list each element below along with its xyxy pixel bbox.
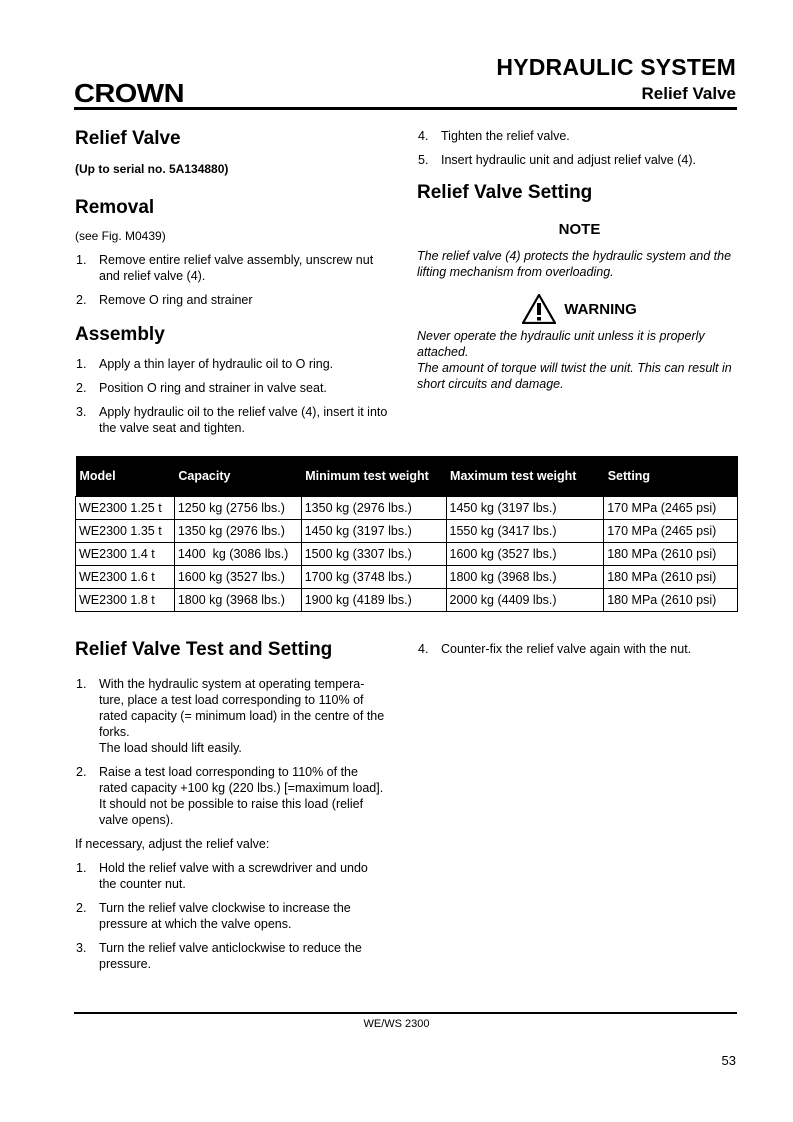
cell: 1550 kg (3417 lbs.) xyxy=(446,520,604,543)
cell: 180 MPa (2610 psi) xyxy=(604,566,738,589)
list-item: 3. Turn the relief valve anticlockwise to reduce the pressure. xyxy=(76,941,362,971)
adjust-steps xyxy=(75,860,387,972)
removal-steps xyxy=(75,252,395,308)
adjust-steps-cont xyxy=(417,641,742,657)
cell: WE2300 1.35 t xyxy=(76,520,175,543)
cell: WE2300 1.4 t xyxy=(76,543,175,566)
serial-note: (Up to serial no. 5A134880) xyxy=(75,162,229,176)
warning-text-1: Never operate the hydraulic unit unless it is properly attached. xyxy=(417,329,705,359)
cell: 180 MPa (2610 psi) xyxy=(604,589,738,612)
spec-table xyxy=(75,456,738,612)
assembly-steps xyxy=(75,356,395,436)
list-item: 2. Position O ring and strainer in valve seat. xyxy=(76,381,327,395)
table-header-row xyxy=(76,456,738,497)
list-item: 5. Insert hydraulic unit and adjust relief valve (4). xyxy=(418,153,696,167)
cell: 1400 kg (3086 lbs.) xyxy=(174,543,301,566)
cell: 1800 kg (3968 lbs.) xyxy=(174,589,301,612)
right-column-top xyxy=(417,128,742,392)
list-item: 3. Apply hydraulic oil to the relief valve (4), insert it into the valve seat and tighten. xyxy=(76,405,388,435)
list-item: 1. Remove entire relief valve assembly, unscrew nut and relief valve (4). xyxy=(76,253,374,283)
cell: 1700 kg (3748 lbs.) xyxy=(301,566,446,589)
footer-rule xyxy=(74,1012,737,1014)
cell: 1250 kg (2756 lbs.) xyxy=(174,497,301,520)
relief-valve-heading: Relief Valve xyxy=(75,128,181,149)
cell: 170 MPa (2465 psi) xyxy=(604,520,738,543)
cell: 180 MPa (2610 psi) xyxy=(604,543,738,566)
list-item: 2. Turn the relief valve clockwise to increase the pressure at which the valve opens. xyxy=(76,901,351,931)
cell: 1450 kg (3197 lbs.) xyxy=(446,497,604,520)
test-heading: Relief Valve Test and Setting xyxy=(75,639,333,660)
table-row xyxy=(76,543,738,566)
note-text: The relief valve (4) protects the hydraulic system and the lifting mechanism from overloading. xyxy=(417,249,732,279)
cell: WE2300 1.8 t xyxy=(76,589,175,612)
section-title: HYDRAULIC SYSTEM xyxy=(496,54,736,80)
adjust-intro: If necessary, adjust the relief valve: xyxy=(75,837,270,851)
list-item: 1. Hold the relief valve with a screwdriver and undo the counter nut. xyxy=(76,861,368,891)
cell: WE2300 1.25 t xyxy=(76,497,175,520)
col-header: Minimum test weight xyxy=(301,456,446,497)
cell: WE2300 1.6 t xyxy=(76,566,175,589)
list-item: 4. Tighten the relief valve. xyxy=(418,129,570,143)
warning-icon xyxy=(522,294,556,324)
note-title: NOTE xyxy=(558,221,601,238)
left-column-top xyxy=(75,128,395,444)
list-item: 1. Apply a thin layer of hydraulic oil to O ring. xyxy=(76,357,334,371)
cell: 1350 kg (2976 lbs.) xyxy=(301,497,446,520)
list-item: 2. Raise a test load corresponding to 110% of the rated capacity +100 kg (220 lbs.) [=maximum load]. It should not be possible to raise this load (relief valve opens). xyxy=(76,765,384,827)
warning-text-2: The amount of torque will twist the unit. This can result in short circuits and damage. xyxy=(417,361,732,391)
col-header: Capacity xyxy=(174,456,301,497)
cell: 2000 kg (4409 lbs.) xyxy=(446,589,604,612)
cell: 1800 kg (3968 lbs.) xyxy=(446,566,604,589)
col-header: Setting xyxy=(604,456,738,497)
removal-ref: (see Fig. M0439) xyxy=(75,229,166,243)
list-item: 1. With the hydraulic system at operating tempera-ture, place a test load corresponding to 110% of rated capacity (= minimum load) in the centre of the forks. The load should lift easily. xyxy=(76,677,385,755)
cell: 1350 kg (2976 lbs.) xyxy=(174,520,301,543)
table-row xyxy=(76,566,738,589)
cell: 1450 kg (3197 lbs.) xyxy=(301,520,446,543)
setting-heading: Relief Valve Setting xyxy=(417,182,593,203)
page-number: 53 xyxy=(721,1053,736,1068)
list-item: 2. Remove O ring and strainer xyxy=(76,293,253,307)
cell: 1900 kg (4189 lbs.) xyxy=(301,589,446,612)
warning-banner xyxy=(417,294,742,324)
table-row xyxy=(76,497,738,520)
cell: 1500 kg (3307 lbs.) xyxy=(301,543,446,566)
col-header: Maximum test weight xyxy=(446,456,604,497)
col-header: Model xyxy=(76,456,175,497)
cell: 170 MPa (2465 psi) xyxy=(604,497,738,520)
list-item: 4. Counter-fix the relief valve again with the nut. xyxy=(418,642,692,656)
svg-text:CROWN: CROWN xyxy=(74,80,184,104)
crown-logo xyxy=(74,80,184,104)
cell: 1600 kg (3527 lbs.) xyxy=(174,566,301,589)
removal-heading: Removal xyxy=(75,197,155,218)
assembly-steps-cont xyxy=(417,128,742,168)
cell: 1600 kg (3527 lbs.) xyxy=(446,543,604,566)
section-subtitle: Relief Valve xyxy=(641,84,736,103)
assembly-heading: Assembly xyxy=(75,324,165,345)
test-steps xyxy=(75,676,387,828)
header-rule xyxy=(74,107,737,110)
footer-code: WE/WS 2300 xyxy=(363,1018,430,1030)
test-section xyxy=(75,639,387,980)
table-row xyxy=(76,589,738,612)
warning-title: WARNING xyxy=(564,300,637,318)
test-section-right xyxy=(417,641,742,665)
table-row xyxy=(76,520,738,543)
